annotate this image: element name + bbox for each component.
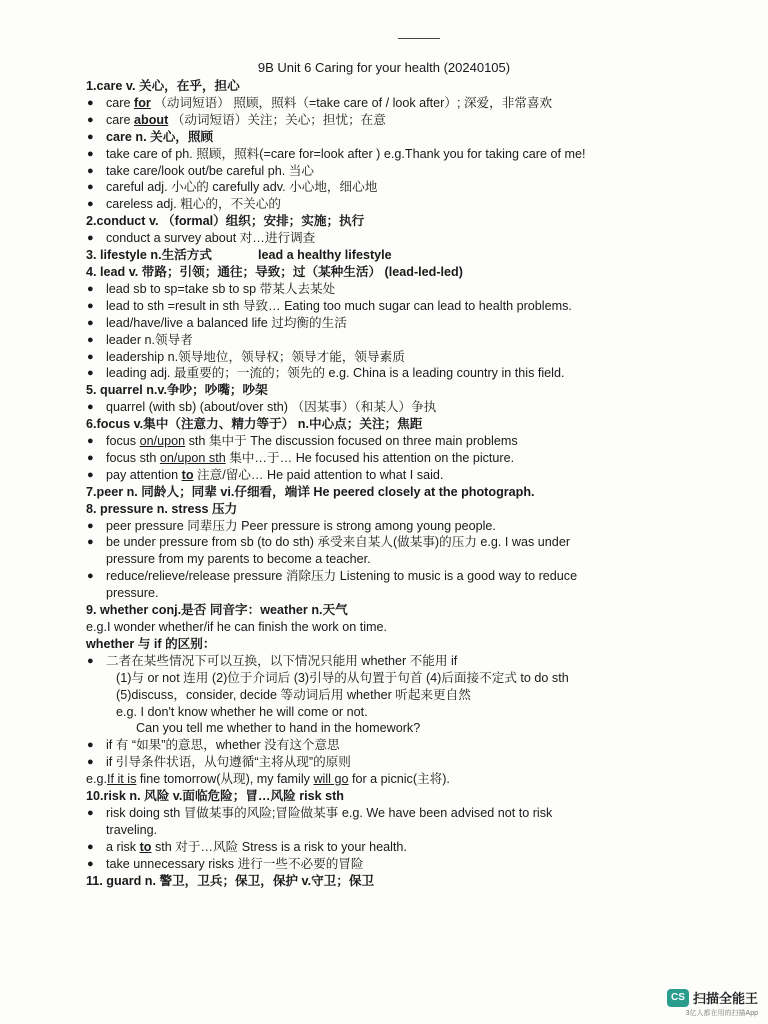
list-item-continued: pressure from my parents to become a teacher. xyxy=(106,552,371,567)
example-line: e.g.I wonder whether/if he can finish the work on time. xyxy=(86,620,388,634)
heading-conduct: 2.conduct v. （formal）组织；安排；实施；执行 xyxy=(86,214,365,229)
list-item: ● lead/have/live a balanced life 过均衡的生活 xyxy=(87,315,347,330)
watermark-name: 扫描全能王 xyxy=(692,991,758,1006)
bullet-icon: ● xyxy=(87,198,94,211)
list-item: ● lead sb to sp=take sb to sp 带某人去某处 xyxy=(87,281,336,296)
bullet-icon: ● xyxy=(87,468,94,481)
list-item-continued: pressure. xyxy=(106,586,159,601)
bullet-icon: ● xyxy=(87,756,94,769)
bullet-icon: ● xyxy=(87,316,94,329)
list-item: ● take unnecessary risks 进行一些不必要的冒险 xyxy=(87,856,364,871)
list-item: ● lead to sth =result in sth 导致… Eating too much sugar can lead to health problems. xyxy=(87,298,572,313)
list-item: ● pay attention to 注意/留心… He paid attention to what I said. xyxy=(87,467,444,482)
example-line: Can you tell me whether to hand in the homework? xyxy=(136,721,421,736)
list-item: ● if 引导条件状语，从句遵循“主将从现”的原则 xyxy=(87,755,351,770)
rule-line: (1)与 or not 连用 (2)位于介词后 (3)引导的从句置于句首 (4)后面接不定式 to do sth xyxy=(116,670,569,685)
rule-line: (5)discuss，consider, decide 等动词后用 whether 听起来更自然 xyxy=(116,687,471,702)
list-item: ● leader n.领导者 xyxy=(87,332,193,347)
list-item: ● reduce/relieve/release pressure 消除压力 Listening to music is a good way to reduce xyxy=(87,569,578,584)
example-line: e.g. I don't know whether he will come or not. xyxy=(116,704,368,719)
heading-peer: 7.peer n. 同龄人；同辈 vi.仔细看，端详 He peered closely at the photograph. xyxy=(86,484,535,499)
list-item: ● risk doing sth 冒做某事的风险;冒险做某事 e.g. We have been advised not to risk xyxy=(87,805,553,820)
heading-risk: 10.risk n. 风险 v.面临危险；冒…风险 risk sth xyxy=(86,789,344,804)
bullet-icon: ● xyxy=(87,451,94,464)
heading-care: 1.care v. 关心，在乎，担心 xyxy=(86,79,240,93)
bullet-icon: ● xyxy=(87,113,94,126)
heading-focus: 6.focus v.集中（注意力、精力等于） n.中心点；关注；焦距 xyxy=(86,417,423,432)
list-item: ● care for （动词短语） 照顾，照料（=take care of / look after）; 深爱，非常喜欢 xyxy=(87,95,553,110)
heading-quarrel: 5. quarrel n.v.争吵；吵嘴；吵架 xyxy=(86,383,268,398)
list-item: ● peer pressure 同辈压力 Peer pressure is strong among young people. xyxy=(87,518,496,533)
bullet-icon: ● xyxy=(87,840,94,853)
list-item-continued: traveling. xyxy=(106,822,158,837)
list-item: ● care n. 关心，照顾 xyxy=(87,129,214,144)
list-item: ● careless adj. 粗心的，不关心的 xyxy=(87,197,281,212)
bullet-icon: ● xyxy=(87,654,94,667)
bullet-icon: ● xyxy=(87,232,94,245)
watermark-subtitle: 3亿人都在用的扫描App xyxy=(685,1010,758,1017)
doc-title: 9B Unit 6 Caring for your health (20240105) xyxy=(257,60,511,75)
list-item: ● focus on/upon sth 集中于 The discussion focused on three main problems xyxy=(87,434,518,449)
list-item: ● a risk to sth 对于…风险 Stress is a risk to your health. xyxy=(87,839,407,854)
bullet-icon: ● xyxy=(87,181,94,194)
bullet-icon: ● xyxy=(87,147,94,160)
bullet-icon: ● xyxy=(87,350,94,363)
top-rule xyxy=(398,38,440,39)
bullet-icon: ● xyxy=(87,570,94,583)
heading-guard: 11. guard n. 警卫，卫兵；保卫，保护 v.守卫；保卫 xyxy=(86,873,375,888)
bullet-icon: ● xyxy=(87,299,94,312)
list-item: ● care about （动词短语）关注；关心；担忧；在意 xyxy=(87,112,386,127)
list-item: ● be under pressure from sb (to do sth) 承受来自某人(做某事)的压力 e.g. I was under xyxy=(87,535,571,550)
bullet-icon: ● xyxy=(87,130,94,143)
bullet-icon: ● xyxy=(87,536,94,549)
bullet-icon: ● xyxy=(87,333,94,346)
bullet-icon: ● xyxy=(87,739,94,752)
subheading-whether-if: whether 与 if 的区别： xyxy=(86,636,216,651)
doc-content xyxy=(86,78,736,890)
list-item: ● leadership n.领导地位，领导权；领导才能，领导素质 xyxy=(87,349,405,364)
scanner-watermark xyxy=(667,988,758,1018)
bullet-icon: ● xyxy=(87,519,94,532)
list-item: ● leading adj. 最重要的；一流的；领先的 e.g. China is a leading country in this field. xyxy=(87,366,565,381)
bullet-icon: ● xyxy=(87,806,94,819)
bullet-icon: ● xyxy=(87,164,94,177)
heading-lifestyle: 3. lifestyle n.生活方式 lead a healthy lifestyle xyxy=(86,248,392,263)
heading-pressure: 8. pressure n. stress 压力 xyxy=(86,501,238,516)
list-item: ● if 有 “如果”的意思，whether 没有这个意思 xyxy=(87,738,340,753)
bullet-icon: ● xyxy=(87,367,94,380)
bullet-icon: ● xyxy=(87,401,94,414)
heading-whether: 9. whether conj.是否 同音字：weather n.天气 xyxy=(86,603,348,618)
bullet-icon: ● xyxy=(87,857,94,870)
list-item: ● focus sth on/upon sth 集中…于… He focused his attention on the picture. xyxy=(87,450,515,465)
list-item: ● careful adj. 小心的 carefully adv. 小心地，细心地 xyxy=(87,180,378,195)
list-item: ● conduct a survey about 对…进行调查 xyxy=(87,231,316,246)
list-item: ● take care of ph. 照顾，照料(=care for=look after ) e.g.Thank you for taking care of me! xyxy=(87,146,586,161)
list-item: ● take care/look out/be careful ph. 当心 xyxy=(87,163,314,178)
camscanner-logo-icon: CS xyxy=(667,989,689,1007)
heading-lead: 4. lead v. 带路；引领；通往；导致；过（某种生活） (lead-led-led) xyxy=(86,264,463,279)
list-item: ● 二者在某些情况下可以互换，以下情况只能用 whether 不能用 if xyxy=(87,653,458,668)
example-line: e.g.If it is fine tomorrow(从现), my family will go for a picnic(主将). xyxy=(86,772,450,787)
list-item: ● quarrel (with sb) (about/over sth) （因某事）（和某人）争执 xyxy=(87,400,437,415)
bullet-icon: ● xyxy=(87,96,94,109)
bullet-icon: ● xyxy=(87,435,94,448)
bullet-icon: ● xyxy=(87,282,94,295)
